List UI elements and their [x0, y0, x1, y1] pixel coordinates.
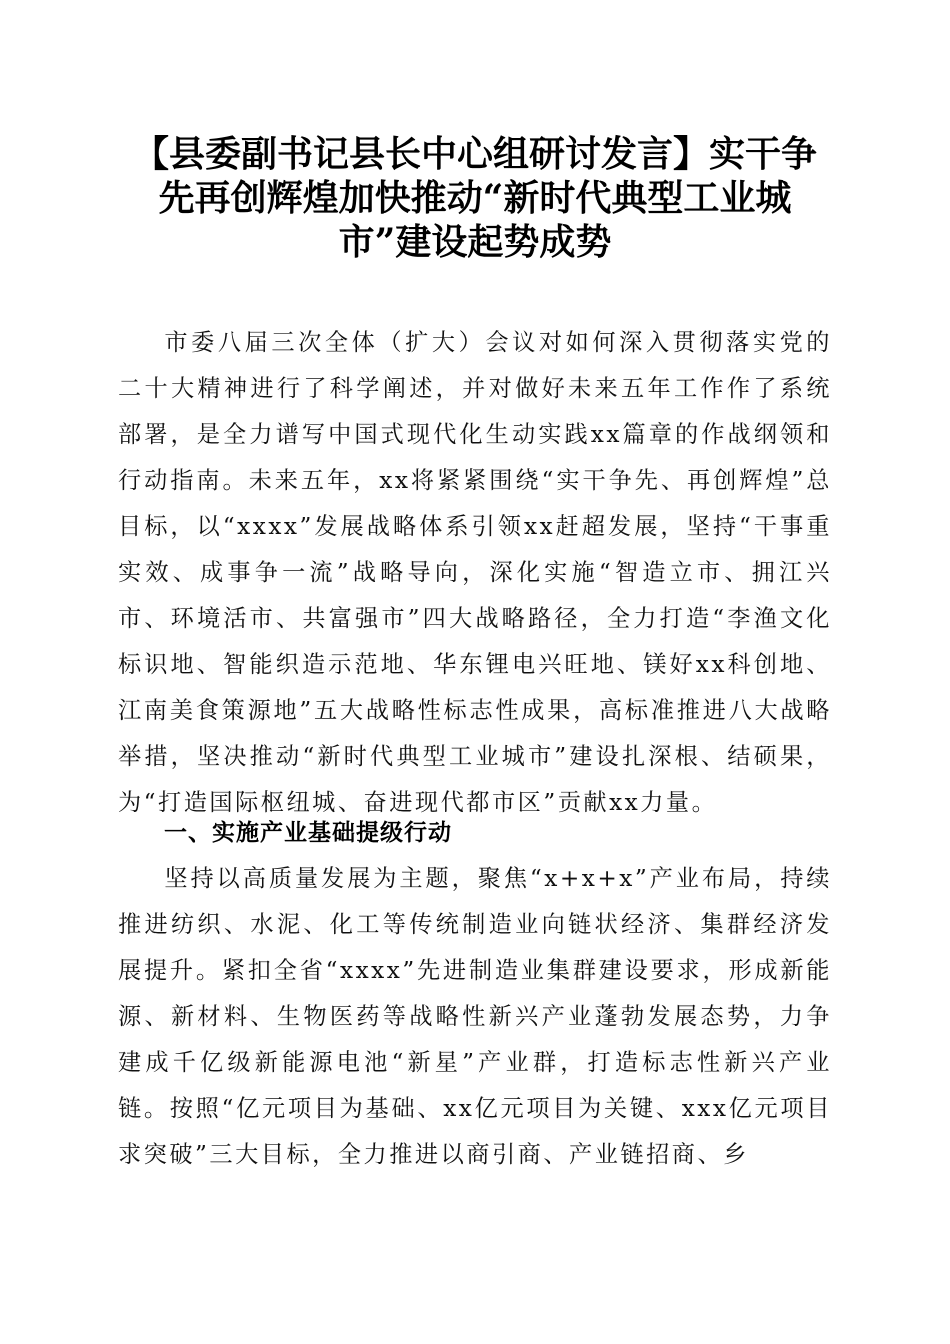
section-heading: 一、实施产业基础提级行动: [164, 820, 452, 846]
body-paragraph: 坚持以高质量发展为主题，聚焦“x+x+x”产业布局，持续推进纺织、水泥、化工等传统制造业向链状经济、集群经济发展提升。紧扣全省“xxxx”先进制造业集群建设要求，形成新能源、新材料、生物医药等战略性新兴产业蓬勃发展态势，力争建成千亿级新能源电池“新星”产业群，打造标志性新兴产业链。按照“亿元项目为基础、xx亿元项目为关键、xxx亿元项目求突破”三大目标，全力推进以商引商、产业链招商、乡: [118, 865, 832, 1168]
body-paragraph: 市委八届三次全体（扩大）会议对如何深入贯彻落实党的二十大精神进行了科学阐述，并对做好未来五年工作作了系统部署，是全力谱写中国式现代化生动实践xx篇章的作战纲领和行动指南。未来五年，xx将紧紧围绕“实干争先、再创辉煌”总目标，以“xxxx”发展战略体系引领xx赶超发展，坚持“干事重实效、成事争一流”战略导向，深化实施“智造立市、拥江兴市、环境活市、共富强市”四大战略路径，全力打造“李渔文化标识地、智能织造示范地、华东锂电兴旺地、镁好xx科创地、江南美食策源地”五大战略性标志性成果，高标准推进八大战略举措，坚决推动“新时代典型工业城市”建设扎深根、结硕果，为“打造国际枢纽城、奋进现代都市区”贡献xx力量。: [118, 329, 832, 816]
body-paragraph-2-container: [118, 856, 832, 1178]
document-title: 【县委副书记县长中心组研讨发言】实干争先再创辉煌加快推动“新时代典型工业城市”建设起势成势: [132, 133, 817, 263]
body-paragraph-1-container: [118, 320, 832, 826]
